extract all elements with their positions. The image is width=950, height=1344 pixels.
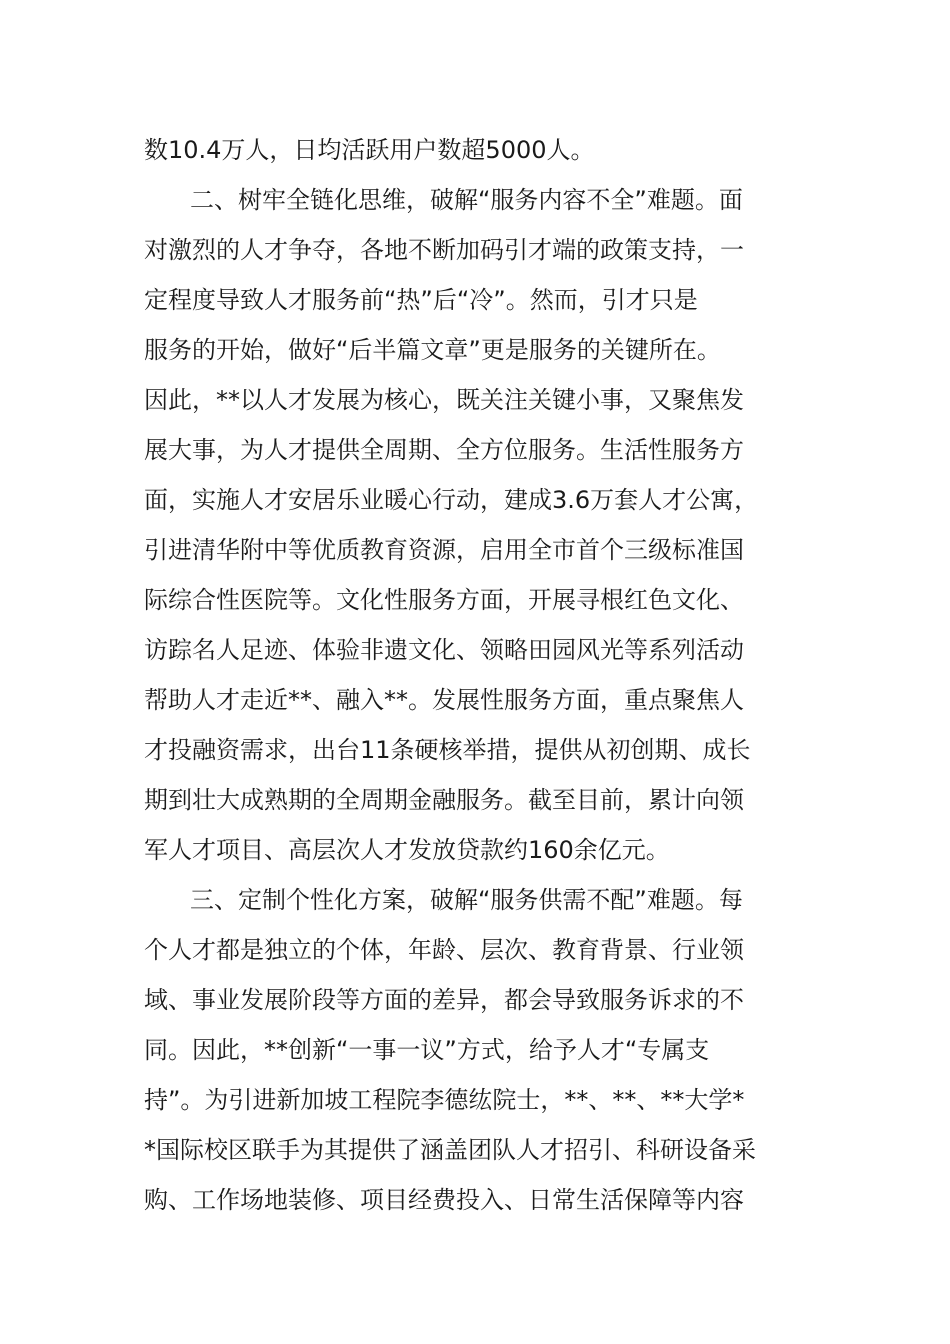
text-line: 服务的开始，做好“后半篇文章”更是服务的关键所在。	[144, 336, 721, 364]
text-line: 帮助人才走近**、融入**。发展性服务方面，重点聚焦人	[144, 686, 744, 714]
text-line: 数10.4万人，日均活跃用户数超5000人。	[144, 136, 595, 164]
text-line: 引进清华附中等优质教育资源，启用全市首个三级标准国	[144, 536, 744, 564]
text-line: 才投融资需求，出台11条硬核举措，提供从初创期、成长	[144, 736, 751, 764]
text-line: 因此，**以人才发展为核心，既关注关键小事，又聚焦发	[144, 386, 744, 414]
paragraph-heading-3: 三、定制个性化方案，破解“服务供需不配”难题。每	[190, 886, 743, 914]
text-line: 定程度导致人才服务前“热”后“冷”。然而，引才只是	[144, 286, 698, 314]
text-line: 期到壮大成熟期的全周期金融服务。截至目前，累计向领	[144, 786, 744, 814]
text-line: 持”。为引进新加坡工程院李德纮院士，**、**、**大学*	[144, 1086, 745, 1114]
text-line: 访踪名人足迹、体验非遗文化、领略田园风光等系列活动	[144, 636, 744, 664]
text-line: 购、工作场地装修、项目经费投入、日常生活保障等内容	[144, 1186, 744, 1214]
text-line: 军人才项目、高层次人才发放贷款约160余亿元。	[144, 836, 670, 864]
text-line: 对激烈的人才争夺，各地不断加码引才端的政策支持，一	[144, 236, 744, 264]
text-line: 同。因此，**创新“一事一议”方式，给予人才“专属支	[144, 1036, 710, 1064]
text-line: *国际校区联手为其提供了涵盖团队人才招引、科研设备采	[144, 1136, 756, 1164]
text-line: 域、事业发展阶段等方面的差异，都会导致服务诉求的不	[144, 986, 744, 1014]
paragraph-heading-2: 二、树牢全链化思维，破解“服务内容不全”难题。面	[190, 186, 743, 214]
text-line: 个人才都是独立的个体，年龄、层次、教育背景、行业领	[144, 936, 744, 964]
text-line: 际综合性医院等。文化性服务方面，开展寻根红色文化、	[144, 586, 744, 614]
text-line: 展大事，为人才提供全周期、全方位服务。生活性服务方	[144, 436, 744, 464]
text-line: 面，实施人才安居乐业暖心行动，建成3.6万套人才公寓，	[144, 486, 759, 514]
